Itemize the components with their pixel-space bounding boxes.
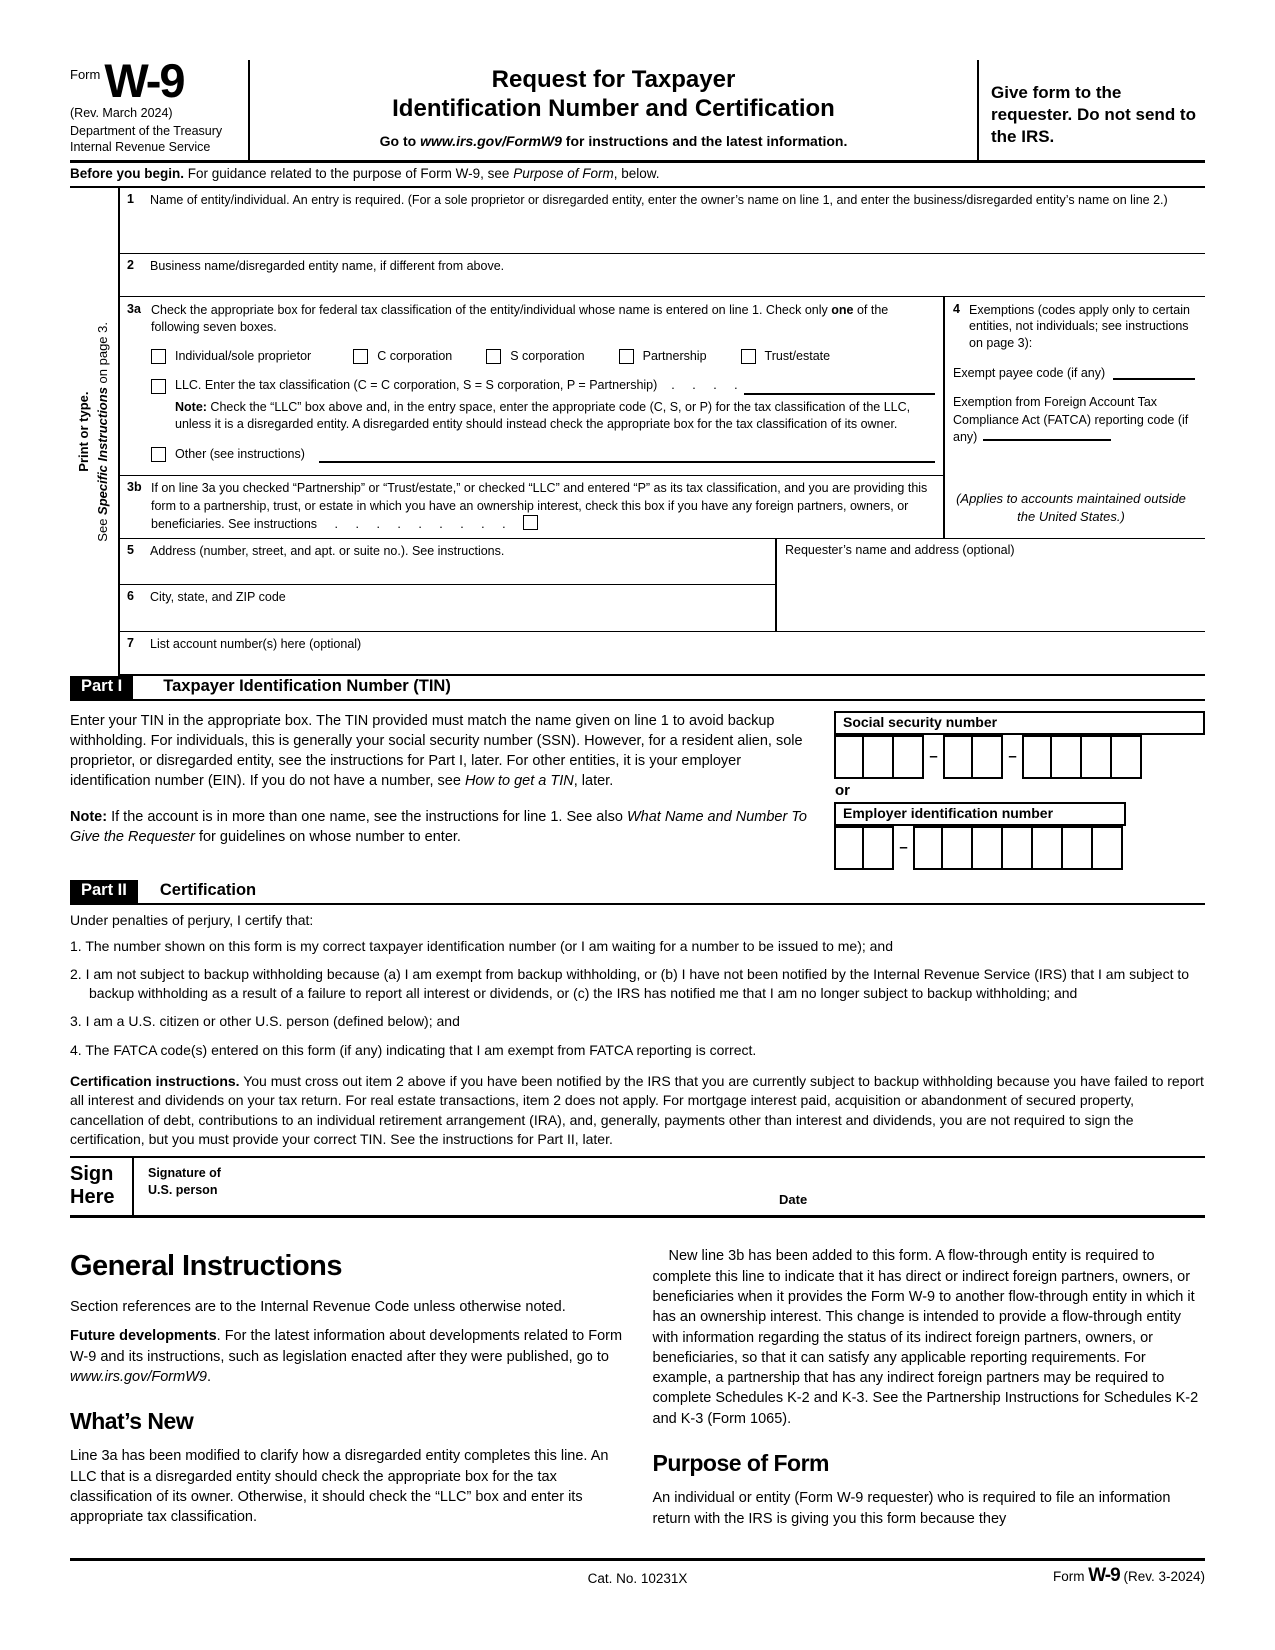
llc-label: LLC. Enter the tax classification (C = C corporation, S = S corporation, P = Partnership) — [175, 378, 658, 393]
part1-badge: Part I — [70, 676, 133, 699]
form-title-block — [250, 60, 977, 160]
line7-row[interactable] — [120, 632, 1205, 676]
line3-row — [120, 297, 1205, 539]
address-rows — [120, 539, 1205, 632]
line6-label: City, state, and ZIP code — [150, 589, 286, 604]
footer-form-id: Form W-9 (Rev. 3-2024) — [1053, 1564, 1205, 1586]
line1-row[interactable] — [120, 188, 1205, 254]
tin-entry-area — [820, 711, 1205, 870]
line4-number: 4 — [953, 301, 960, 316]
ein-digit-box[interactable] — [1003, 826, 1033, 870]
c-corp-checkbox-icon[interactable] — [353, 349, 368, 364]
certification-item-2: 2. I am not subject to backup withholding because (a) I am exempt from backup withholding, or (b) I have not been notified by the Internal Revenue Service (IRS) that I am subject to backup withholding as a result of a failure to report all interest or dividends, or (c) the IRS has notified me that I am no longer subject to backup withholding; and — [70, 965, 1190, 1002]
exempt-payee-entry-line[interactable] — [1113, 378, 1195, 380]
certification-body — [70, 912, 1205, 1150]
checkbox-c-corporation[interactable]: C corporation — [353, 348, 452, 366]
certification-item-3: 3. I am a U.S. citizen or other U.S. person (defined below); and — [70, 1013, 460, 1030]
classification-checkboxes — [151, 348, 935, 366]
form-word: Form — [70, 67, 101, 82]
instructions-right-column — [653, 1244, 1206, 1537]
ssn-digit-box[interactable] — [943, 735, 973, 779]
checkbox-s-corporation[interactable]: S corporation — [486, 348, 584, 366]
ssn-label-box: Social security number — [834, 711, 1205, 735]
ein-digit-box[interactable] — [1093, 826, 1123, 870]
certification-item-1: 1. The number shown on this form is my correct taxpayer identification number (or I am waiting for a number to be issued to me); and — [70, 937, 894, 954]
other-label: Other (see instructions) — [175, 446, 305, 461]
ssn-digit-box[interactable] — [1082, 735, 1112, 779]
signature-input-area[interactable] — [264, 1166, 725, 1207]
ssn-digit-box[interactable] — [1022, 735, 1052, 779]
llc-line — [151, 377, 935, 395]
ein-digit-box[interactable] — [1063, 826, 1093, 870]
general-instructions-title: General Instructions — [70, 1250, 343, 1283]
form-fields — [70, 188, 1205, 676]
llc-code-entry-line[interactable] — [744, 393, 935, 395]
signature-label: Signature of U.S. person — [148, 1166, 221, 1198]
ssn-dash: – — [1008, 748, 1017, 766]
exempt-payee-line: Exempt payee code (if any) — [953, 366, 1195, 380]
ssn-dash: – — [929, 748, 938, 766]
ssn-digit-boxes — [834, 735, 1205, 779]
form-header — [70, 54, 1205, 163]
checkbox-trust-estate[interactable]: Trust/estate — [741, 348, 831, 366]
ssn-digit-box[interactable] — [834, 735, 864, 779]
line1-number: 1 — [127, 191, 134, 206]
certification-instructions: Certification instructions. You must cross out item 2 above if you have been notified by the IRS that you are currently subject to backup withholding because you have failed to report all interest and dividends on your tax return. For real estate transactions, item 2 does not apply. For mortgage interest paid, acquisition or abandonment of secured property, cancellation of debt, contributions to an individual retirement arrangement (IRA), and, generally, payments other than interest and dividends, you are not required to sign the certification, but you must provide your correct TIN. See the instructions for Part II, later. — [70, 1073, 1204, 1148]
ein-digit-box[interactable] — [943, 826, 973, 870]
ein-digit-box[interactable] — [973, 826, 1003, 870]
form-number: W-9 — [104, 54, 184, 107]
ssn-digit-box[interactable] — [894, 735, 924, 779]
partnership-checkbox-icon[interactable] — [619, 349, 634, 364]
other-entry-line[interactable] — [319, 461, 935, 463]
llc-note: Note: Check the “LLC” box above and, in the entry space, enter the appropriate code (C, S, or P) for the tax classification of the LLC, unless it is a disregarded entity. A disregarded entity should instead check the appropriate box for the tax classification of its owner. — [175, 399, 911, 432]
line7-label: List account number(s) here (optional) — [150, 636, 362, 651]
part1-header — [70, 676, 1205, 701]
line6-row[interactable] — [120, 585, 775, 631]
line5-row[interactable] — [120, 539, 775, 585]
line3a-label: Check the appropriate box for federal tax classification of the entity/individual whose name is entered on line 1. Check only one of the following seven boxes. — [151, 302, 889, 335]
whats-new-title: What’s New — [70, 1408, 194, 1435]
line3a-block — [120, 297, 943, 476]
ein-digit-boxes — [834, 826, 1205, 870]
irs-url-italic: www.irs.gov/FormW9 — [70, 1368, 207, 1385]
other-checkbox-icon[interactable] — [151, 447, 166, 462]
fields-area — [118, 188, 1205, 676]
form-title: Request for Taxpayer Identification Number and Certification — [392, 66, 835, 122]
ssn-digit-box[interactable] — [973, 735, 1003, 779]
print-or-type-label: Print or type. See Specific Instructions on page 3. — [76, 321, 110, 542]
line3b-number: 3b — [127, 480, 142, 495]
line3a-number: 3a — [127, 301, 141, 316]
department-line: Department of the Treasury — [70, 124, 223, 139]
whats-new-paragraph: Line 3a has been modified to clarify how a disregarded entity completes this line. An LLC that is a disregarded entity should check the appropriate box for the tax classification of its owner. Otherwise, it should check the “LLC” box and enter its appropriate tax classification. — [70, 1448, 609, 1526]
line5-number: 5 — [127, 542, 134, 557]
fatca-line: Exemption from Foreign Account Tax Compliance Act (FATCA) reporting code (if any) — [953, 395, 1189, 445]
ein-digit-box[interactable] — [834, 826, 864, 870]
ssn-digit-box[interactable] — [1052, 735, 1082, 779]
irs-url: www.irs.gov/FormW9 — [420, 132, 562, 149]
sign-here-label: Sign Here — [70, 1163, 115, 1209]
line4-label: Exemptions (codes apply only to certain entities, not individuals; see instructions on page 3): — [969, 302, 1190, 351]
certification-item-4: 4. The FATCA code(s) entered on this form (if any) indicating that I am exempt from FATCA reporting is correct. — [70, 1041, 757, 1058]
sign-here-row — [70, 1156, 1205, 1218]
date-label: Date — [779, 1192, 808, 1208]
line5-label: Address (number, street, and apt. or suite no.). See instructions. — [150, 543, 505, 558]
line6-number: 6 — [127, 588, 134, 603]
line2-number: 2 — [127, 257, 134, 272]
line3b-label: If on line 3a you checked “Partnership” or “Trust/estate,” or checked “LLC” and entered “P” as its tax classification, and you are providing this form to a partnership, trust, or estate in which you have an ownership interest, check this box if you have any foreign partners, owners, or beneficiaries. See instructions — [151, 481, 928, 532]
part2-badge: Part II — [70, 880, 138, 903]
page-footer — [70, 1558, 1205, 1586]
line3b-block — [120, 475, 943, 538]
part1-title: Taxpayer Identification Number (TIN) — [163, 676, 451, 695]
ssn-digit-box[interactable] — [864, 735, 894, 779]
line3b-change-paragraph: New line 3b has been added to this form. A flow-through entity is required to complete this line to indicate that it has direct or indirect foreign partners, owners, or beneficiaries when it provides the Form W-9 to another flow-through entity in which it has an ownership interest. This change is intended to provide a flow-through entity with information regarding the status of its indirect foreign partners, owners, or beneficiaries, so that it can satisfy any applicable reporting requirements. For example, a partnership that has any indirect foreign partners may be required to complete Schedules K-2 and K-3. See the Partnership Instructions for Schedules K-2 and K-3 (Form 1065). — [652, 1248, 1199, 1427]
tin-note: Note: If the account is in more than one name, see the instructions for line 1. See also What Name and Number To Give the Requester for guidelines on whose number to enter. — [70, 808, 807, 845]
foreign-partners-checkbox-icon[interactable] — [523, 515, 538, 530]
purpose-of-form-title: Purpose of Form — [652, 1450, 830, 1477]
line7-number: 7 — [127, 635, 134, 650]
line3b-dot-leader: . . . . . . . . . — [334, 517, 506, 532]
requester-label: Requester’s name and address (optional) — [785, 542, 1015, 557]
goto-line: Go to www.irs.gov/FormW9 for instructions and the latest information. — [379, 132, 848, 149]
catalog-number: Cat. No. 10231X — [587, 1570, 688, 1586]
future-developments-paragraph: Future developments. For the latest information about developments related to Form W-9 and its instructions, such as legislation enacted after they were published, go to www.irs.gov/FormW9. — [70, 1328, 623, 1385]
line2-row[interactable] — [120, 254, 1205, 297]
llc-checkbox-icon[interactable] — [151, 379, 166, 394]
llc-dot-leader: . . . . — [671, 378, 738, 393]
part2-title: Certification — [159, 880, 257, 899]
requester-box[interactable] — [775, 539, 1205, 631]
s-corp-checkbox-icon[interactable] — [486, 349, 501, 364]
side-label-column — [70, 188, 118, 676]
other-line — [151, 446, 935, 464]
ein-digit-box[interactable] — [913, 826, 943, 870]
before-you-begin: Before you begin. For guidance related to the purpose of Form W-9, see Purpose of Form, below. — [70, 163, 1205, 188]
ein-digit-box[interactable] — [864, 826, 894, 870]
trust-estate-checkbox-icon[interactable] — [741, 349, 756, 364]
ein-dash: – — [899, 839, 908, 857]
ein-label-box: Employer identification number — [834, 802, 1126, 826]
fatca-entry-line[interactable] — [983, 439, 1111, 441]
name-input-area[interactable] — [150, 208, 1197, 236]
exemptions-column — [943, 297, 1205, 538]
checkbox-individual[interactable]: Individual/sole proprietor — [151, 348, 311, 366]
line2-label: Business name/disregarded entity name, if different from above. — [150, 258, 505, 273]
tin-instructions: Enter your TIN in the appropriate box. The TIN provided must match the name given on line 1 to avoid backup withholding. For individuals, this is generally your social security number (SSN). However, for a resident alien, sole proprietor, or disregarded entity, see the instructions for Part I, later. For other entities, it is your employer identification number (EIN). If you do not have a number, see How to get a TIN, later. — [70, 712, 803, 789]
part2-header — [70, 880, 1205, 905]
part1-body — [70, 701, 1205, 870]
date-input-area[interactable] — [824, 1166, 1197, 1207]
agency-line: Internal Revenue Service — [70, 139, 211, 154]
instructions-section — [70, 1244, 1205, 1537]
instructions-left-column — [70, 1244, 623, 1537]
ein-digit-box[interactable] — [1033, 826, 1063, 870]
checkbox-partnership[interactable]: Partnership — [619, 348, 707, 366]
ssn-digit-box[interactable] — [1112, 735, 1142, 779]
individual-checkbox-icon[interactable] — [151, 349, 166, 364]
line1-label: Name of entity/individual. An entry is required. (For a sole proprietor or disregarded entity, enter the owner’s name on line 1, and enter the business/disregarded entity’s name on line 2.) — [150, 192, 1168, 207]
give-form-notice: Give form to the requester. Do not send to the IRS. — [977, 60, 1205, 160]
certification-intro: Under penalties of perjury, I certify that: — [70, 911, 314, 928]
purpose-paragraph: An individual or entity (Form W-9 requester) who is required to file an information return with the IRS is giving you this form because they — [652, 1490, 1171, 1527]
form-id-block — [70, 54, 250, 160]
form-revision: (Rev. March 2024) — [70, 106, 173, 121]
section-references-paragraph: Section references are to the Internal Revenue Code unless otherwise noted. — [70, 1298, 566, 1315]
applies-note: (Applies to accounts maintained outside the United States.) — [956, 491, 1186, 524]
or-label: or — [835, 781, 850, 799]
